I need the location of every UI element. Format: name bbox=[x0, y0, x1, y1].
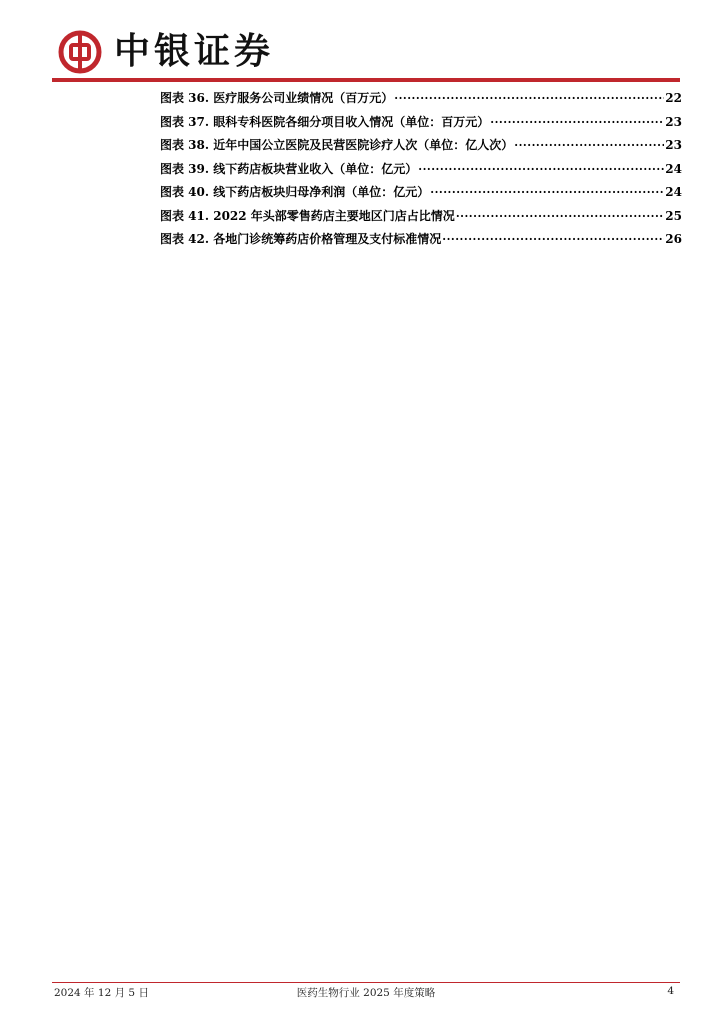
toc-entry-page: 23 bbox=[665, 114, 682, 129]
report-title: 医药生物行业 2025 年度策略 bbox=[296, 987, 436, 999]
toc-entry[interactable] bbox=[160, 206, 682, 230]
page-number: 4 bbox=[667, 985, 674, 997]
toc-entry[interactable] bbox=[160, 182, 682, 206]
toc-entry-page: 25 bbox=[665, 208, 682, 223]
toc-entry[interactable] bbox=[160, 135, 682, 159]
toc-entry[interactable] bbox=[160, 229, 682, 253]
toc-entry-page: 26 bbox=[665, 232, 682, 246]
toc-dot-leader bbox=[394, 88, 664, 102]
toc-dot-leader bbox=[490, 112, 664, 126]
bank-of-china-logo-icon bbox=[58, 30, 102, 74]
footer-divider bbox=[52, 982, 680, 983]
page-footer bbox=[52, 985, 680, 1001]
report-date: 2024 年 12 月 5 日 bbox=[54, 987, 149, 999]
toc-dot-leader bbox=[430, 182, 664, 196]
toc-dot-leader bbox=[418, 159, 664, 173]
toc-entry-label: 图表 37. 眼科专科医院各细分项目收入情况（单位：百万元） bbox=[160, 114, 490, 129]
toc-dot-leader bbox=[514, 135, 664, 149]
toc-entry-page: 23 bbox=[665, 138, 682, 152]
toc-entry[interactable] bbox=[160, 88, 682, 112]
toc-entry-page: 22 bbox=[665, 91, 682, 105]
toc-entry-label: 图表 36. 医疗服务公司业绩情况（百万元） bbox=[160, 91, 394, 105]
toc-entry-label: 图表 39. 线下药店板块营业收入（单位：亿元） bbox=[160, 161, 418, 176]
toc-entry-label: 图表 41. 2022 年头部零售药店主要地区门店占比情况 bbox=[160, 208, 455, 223]
brand-name: 中银证券 bbox=[114, 31, 275, 72]
toc-dot-leader bbox=[456, 206, 664, 220]
table-of-figures bbox=[160, 88, 682, 253]
header-divider bbox=[52, 78, 680, 82]
toc-entry[interactable] bbox=[160, 159, 682, 183]
toc-dot-leader bbox=[442, 229, 664, 243]
toc-entry-label: 图表 38. 近年中国公立医院及民营医院诊疗人次（单位：亿人次） bbox=[160, 138, 514, 152]
toc-entry-page: 24 bbox=[665, 185, 682, 199]
toc-entry[interactable] bbox=[160, 112, 682, 136]
page-header bbox=[52, 28, 684, 80]
toc-entry-page: 24 bbox=[665, 161, 682, 176]
toc-entry-label: 图表 40. 线下药店板块归母净利润（单位：亿元） bbox=[160, 185, 430, 199]
toc-entry-label: 图表 42. 各地门诊统筹药店价格管理及支付标准情况 bbox=[160, 232, 442, 246]
